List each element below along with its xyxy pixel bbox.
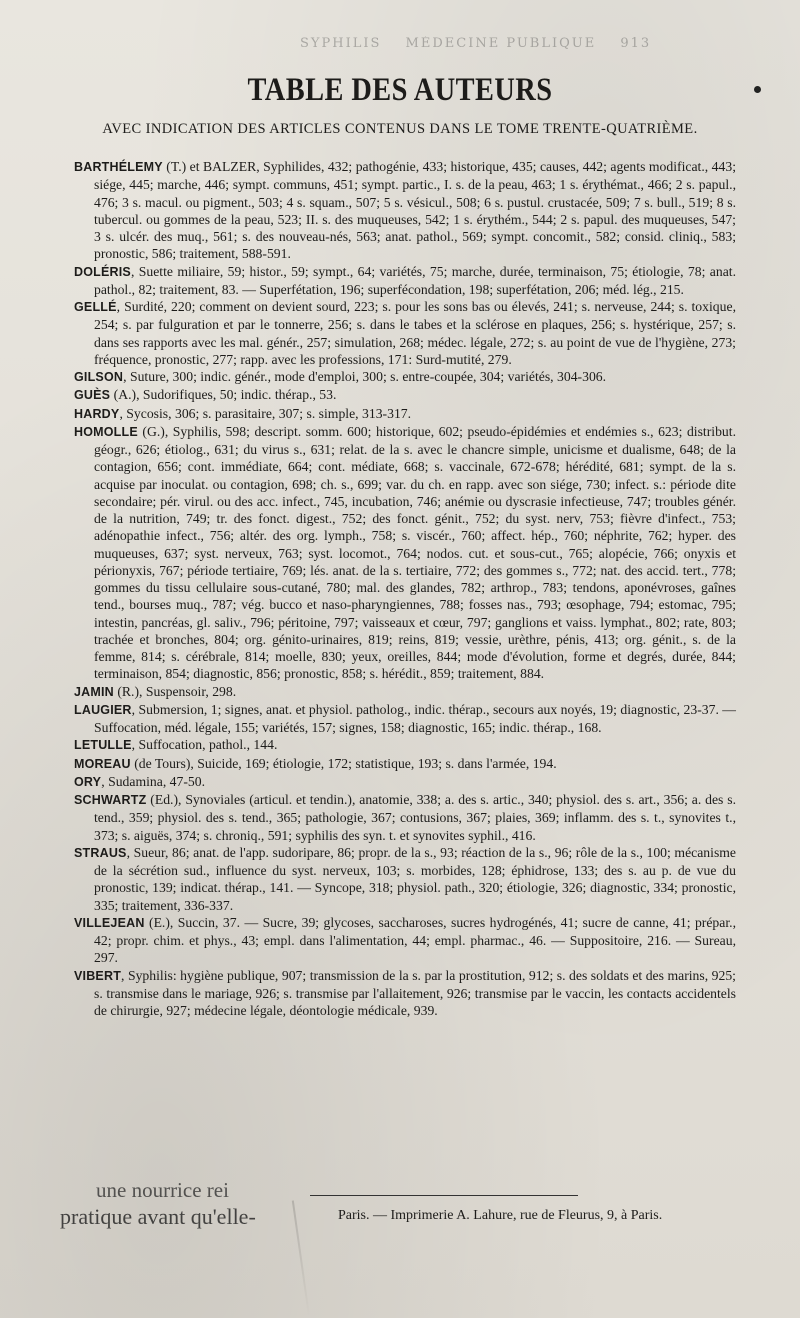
ink-dot	[754, 86, 761, 93]
entry-text: (T.) et BALZER, Syphilides, 432; pathogénie, 433; historique, 435; causes, 442; agents modificat., 443; siége, 445; marche, 446; sympt. communs, 451; sympt. partic., I. s. de la peau, 463; 1 s. érythémat., 466; 2 s. papul., 476; 3 s. macul. ou pigment., 503; 4 s. squam., 507; 5 s. vésicul., 508; 6 s. pustul. crustacée, 509; 7 s. bull., 519; 8 s. tubercul. ou gommes de la peau, 523; II. s. des muqueuses, 542; 1 s. érythém., 544; 2 s. papul. des muqueuses, 547; 3 s. ulcér. des muq., 561; s. des nouveau-nés, 563; anat. pathol., 569; sympt. concomit., 582; consid. cliniq., 583; pronostic, 586; traitement, 588-591.	[94, 159, 736, 262]
entry-text: , Syphilis: hygiène publique, 907; transmission de la s. par la prostitution, 912; s. des soldats et des marins, 925; s. transmise dans le mariage, 926; s. transmise par l'allaitement, 926; transmise par le vaccin, les contacts accidentels de chirurgie, 927; médecine légale, déontologie médicale, 939.	[94, 967, 736, 1018]
entry-text: (de Tours), Suicide, 169; étiologie, 172; statistique, 193; s. dans l'armée, 194.	[130, 755, 557, 771]
entry-text: , Suette miliaire, 59; histor., 59; sympt., 64; variétés, 75; marche, durée, terminaison, 75; étiologie, 78; anat. pathol., 82; traitement, 83. — Superfétation, 196; superfécondation, 198; superfétation, 206; méd. lég., 215.	[94, 263, 736, 297]
author-name: LAUGIER	[74, 702, 132, 717]
index-entry	[74, 967, 736, 1020]
author-name: HARDY	[74, 406, 120, 421]
entry-text: (E.), Succin, 37. — Sucre, 39; glycoses, saccharoses, sucres hydrogénés, 41; sucre de canne, 41; prépar., 42; propr. chim. et phys., 43; empl. dans l'alimentation, 44; empl. pharmac., 46. — Suppositoire, 216. — Sureau, 297.	[94, 914, 736, 966]
entry-text: (Ed.), Synoviales (articul. et tendin.), anatomie, 338; a. des s. artic., 340; physiol. des s. art., 356; a. des s. tend., 359; physiol. des s. tend., 365; pathologie, 367; contusions, 367; plaies, 369; inflamm. des s. t., synovites t., 373; s. aiguës, 374; s. chroniq., 591; syphilis des syn. t. et synovites syphil., 416.	[94, 792, 736, 843]
index-entry	[74, 298, 736, 368]
runhead-part: SYPHILIS	[300, 36, 382, 51]
paper-crease	[292, 1200, 310, 1317]
index-entry	[74, 405, 736, 423]
index-entry	[74, 773, 736, 791]
page-title: TABLE DES AUTEURS	[247, 72, 553, 108]
entry-text: , Suture, 300; indic. génér., mode d'emploi, 300; s. entre-coupée, 304; variétés, 304-306.	[123, 369, 607, 384]
author-name: BARTHÉLEMY	[74, 160, 163, 174]
entry-text: , Sycosis, 306; s. parasitaire, 307; s. simple, 313-317.	[119, 405, 412, 421]
index-entry	[74, 844, 736, 914]
entry-text: (A.), Sudorifiques, 50; indic. thérap., 53.	[110, 387, 337, 403]
entry-text: (R.), Suspensoir, 298.	[113, 683, 237, 699]
author-name: GILSON	[74, 370, 124, 384]
page-subtitle: AVEC INDICATION DES ARTICLES CONTENUS DANS LE TOME TRENTE-QUATRIÈME.	[102, 121, 698, 137]
index-entry	[74, 791, 736, 844]
footer-rule	[310, 1195, 578, 1196]
author-name: LETULLE	[74, 738, 132, 753]
index-entry	[74, 914, 736, 967]
author-name: DOLÉRIS	[74, 264, 131, 279]
author-name: VILLEJEAN	[74, 915, 145, 930]
entry-text: , Suffocation, pathol., 144.	[131, 737, 278, 753]
bleed-through-running-head	[300, 36, 740, 51]
index-entry	[74, 263, 736, 299]
index-entry	[74, 755, 736, 773]
printer-imprint: Paris. — Imprimerie A. Lahure, rue de Fleurus, 9, à Paris.	[338, 1208, 663, 1223]
entry-text: , Sueur, 86; anat. de l'app. sudoripare, 86; propr. de la s., 93; réaction de la s., 96; rôle de la s., 100; mécanisme de la sécrétion sud., influence du syst. nerveux, 103; s. morbides, 128; éphidrose, 133; des s. au p. de vue du pronostic, 139; indicat. thérap., 141. — Syncope, 318; physiol. path., 320; étiologie, 326; diagnostic, 334; pronostic, 335; traitement, 336-337.	[94, 844, 736, 913]
index-entry	[74, 736, 736, 754]
author-name: GUÈS	[74, 388, 111, 403]
author-name: MOREAU	[74, 756, 131, 771]
ghost-text-line: une nourrice rei	[96, 1178, 229, 1202]
author-name: HOMOLLE	[74, 424, 138, 439]
runhead-part: 913	[620, 36, 652, 51]
author-name: SCHWARTZ	[74, 793, 147, 807]
author-name: VIBERT	[74, 968, 122, 983]
author-name: ORY	[74, 774, 102, 789]
index-entry	[74, 683, 736, 701]
index-entry	[74, 158, 736, 263]
entry-text: , Submersion, 1; signes, anat. et physiol. patholog., indic. thérap., secours aux noyés, 19; diagnostic, 23-37. — Suffocation, méd. légale, 155; variétés, 157; signes, 158; diagnostic, 165; indic. thérap., 168.	[94, 701, 736, 735]
entry-text: (G.), Syphilis, 598; descript. somm. 600; historique, 602; pseudo-épidémies et endémies s., 623; distribut. géogr., 626; étiolog., 631; du virus s., 631; relat. de la s. avec le chancre simple, unicisme et dualisme, 648; de la contagion, 656; cont. immédiate, 664; cont. médiate, 668; s. vaccinale, 672-678; hérédité, 681; sympt. de la s. acquise par inoculat. ou contagion, 698; ch. s., 699; var. du ch. en rapp. avec son siége, 730; infect. s.: période dite secondaire; pér. virul. ou des acc. infect., 745, incubation, 746; anémie ou dyscrasie infectieuse, 747; troubles génér. de la nutrition, 749; tr. des fonct. digest., 752; des fonct. génit., 752; du syst. nerv, 753; fièvre d'infect., 753; adénopathie infect., 756; altér. des org. lymph., 758; s. viscér., 760; affect. hép., 760; néphrite, 762; hyper. des muqueuses, 637; syst. nerveux, 763; syst. locomot., 764; nodos. cut. et sous-cut., 765; alopécie, 766; onyxis et périonyxis, 767; période tertiaire, 769; lés. anat. de la s. tertiaire, 772; des gommes s., 772; nat. des accid. tert., 778; gommes du tissu cellulaire sous-cutané, 780; mal. des glandes, 782; arthrop., 783; tendons, aponévroses, gaînes tend., bourses muq., 787; vég. bucco et naso-pharyngiennes, 788; fosses nas., 793; œsophage, 794; estomac, 795; intestin, pancréas, gl. saliv., 796; péritoine, 797; vaisseaux et cœur, 797; ganglions et vaiss. lymphat., 802; rate, 803; trachée et bronches, 804; org. génito-urinaires, 819; reins, 819; vessie, urèthre, pénis, 413; org. génit., s. de la femme, 814; s. cérébrale, 814; moelle, 830; yeux, oreilles, 844; mode d'évolution, forme et degrés, durée, 844; terminaison, 854; diagnostic, 856; pronostic, 858; s. hérédit., 859; traitement, 884.	[94, 423, 736, 682]
author-name: STRAUS	[74, 845, 127, 860]
index-entry	[74, 386, 736, 404]
entry-text: , Surdité, 220; comment on devient sourd, 223; s. pour les sons bas ou élevés, 241; s. nerveuse, 244; s. toxique, 254; s. par fulguration et par le tonnerre, 256; s. dans le tabes et la sclérose en plaques, 256; s. hystérique, 257; s. dans ses rapports avec les mal. génér., 257; simulation, 268; médec. légale, 272; s. au point de vue de l'hygiène, 273; fréquence, pronostic, 277; rapp. avec les professions, 171: Surd-mutité, 279.	[94, 299, 736, 367]
entry-text: , Sudamina, 47-50.	[101, 773, 206, 789]
author-name: JAMIN	[74, 684, 114, 699]
index-entry	[74, 423, 736, 683]
index-entry	[74, 701, 736, 737]
author-name: GELLÉ	[74, 300, 117, 314]
author-index	[74, 158, 736, 1019]
index-entry	[74, 368, 736, 386]
ghost-text-line: pratique avant qu'elle-	[60, 1204, 256, 1229]
runhead-part: MÉDECINE PUBLIQUE	[405, 36, 597, 51]
